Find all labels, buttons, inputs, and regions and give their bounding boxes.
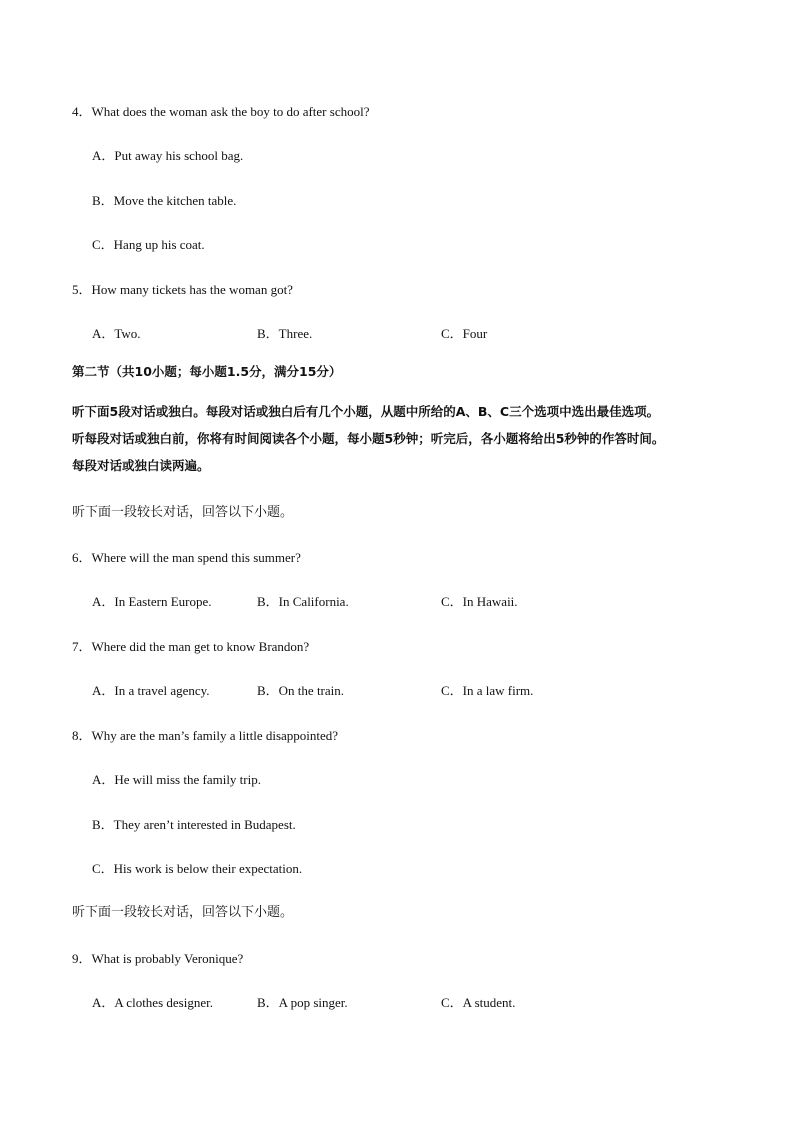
question-7-option-c: C．In a law firm. [441, 683, 534, 698]
question-9-option-b: B．A pop singer. [257, 995, 348, 1010]
question-7-stem: 7．Where did the man get to know Brandon? [72, 639, 310, 654]
question-4-option-a: A．Put away his school bag. [92, 148, 244, 163]
question-5-option-a: A．Two. [92, 326, 141, 341]
question-7-option-a: A．In a travel agency. [92, 683, 210, 698]
dialogue-group-1-intro: 听下面一段较长对话，回答以下小题。 [72, 505, 294, 520]
question-5-stem: 5．How many tickets has the woman got? [72, 282, 293, 297]
question-5-options [0, 326, 794, 342]
question-7-option-b: B．On the train. [257, 683, 345, 698]
question-9-options [0, 995, 794, 1011]
section-2-instruction-line-1: 听下面5段对话或独白。每段对话或独白后有几个小题，从题中所给的A、B、C三个选项中选出最佳选项。 [72, 404, 660, 419]
question-6-options [0, 594, 794, 610]
question-6-option-a: A．In Eastern Europe. [92, 594, 212, 609]
question-4-option-c: C．Hang up his coat. [92, 237, 205, 252]
question-8-option-a: A．He will miss the family trip. [92, 772, 261, 787]
question-7-options [0, 683, 794, 699]
question-5-option-b: B．Three. [257, 326, 313, 341]
question-8-option-c: C．His work is below their expectation. [92, 861, 303, 876]
section-2-instruction-line-3: 每段对话或独白读两遍。 [72, 458, 210, 473]
question-9-stem: 9．What is probably Veronique? [72, 951, 244, 966]
section-2-heading: 第二节（共10小题；每小题1.5分，满分15分） [72, 364, 342, 379]
question-4-option-b: B．Move the kitchen table. [92, 193, 237, 208]
question-6-stem: 6．Where will the man spend this summer? [72, 550, 301, 565]
question-8-stem: 8．Why are the man’s family a little disappointed? [72, 728, 339, 743]
question-8-option-b: B．They aren’t interested in Budapest. [92, 817, 296, 832]
question-4-stem: 4．What does the woman ask the boy to do after school? [72, 104, 370, 119]
question-9-option-c: C．A student. [441, 995, 516, 1010]
question-6-option-b: B．In California. [257, 594, 349, 609]
question-6-option-c: C．In Hawaii. [441, 594, 518, 609]
dialogue-group-2-intro: 听下面一段较长对话，回答以下小题。 [72, 905, 294, 920]
section-2-instruction-line-2: 听每段对话或独白前，你将有时间阅读各个小题，每小题5秒钟；听完后，各小题将给出5秒钟的作答时间。 [72, 431, 665, 446]
question-5-option-c: C．Four [441, 326, 488, 341]
question-9-option-a: A．A clothes designer. [92, 995, 213, 1010]
